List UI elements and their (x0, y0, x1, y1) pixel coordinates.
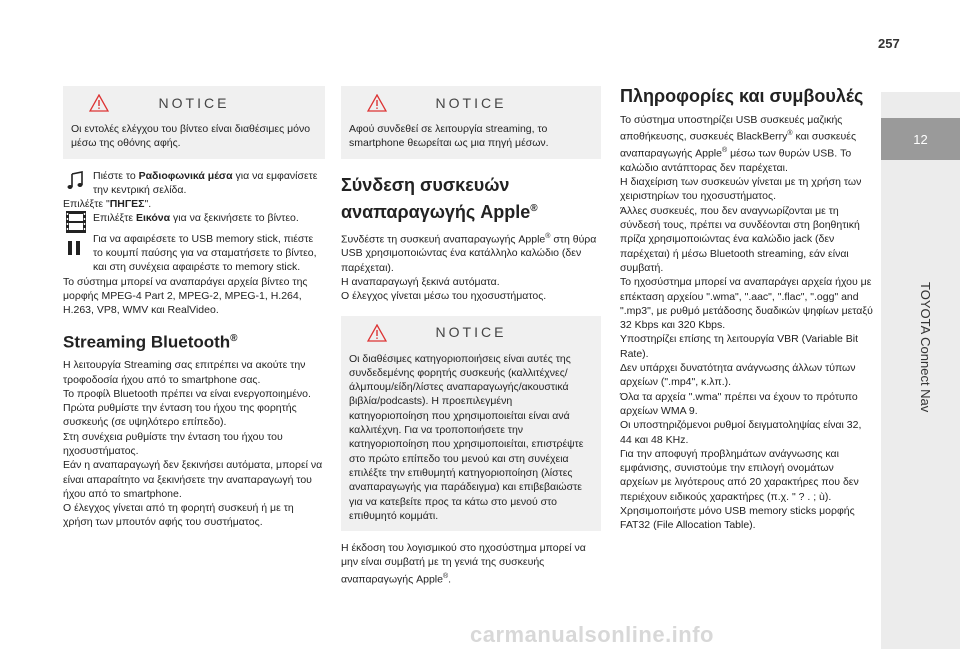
apple-para-3: Ο έλεγχος γίνεται μέσω του ηχοσυστήματος. (341, 290, 547, 303)
info-para-3: Άλλες συσκευές, που δεν αναγνωρίζονται με τη σύνδεσή τους, πρέπει να συνδέονται στη βοηθητική πρίζα χρησιμοποιώντας ένα καλώδιο jack (δεν παρέχεται) ή μέσω Bluetooth streaming, εάν είναι συμβατή. (620, 204, 860, 274)
pause-icon (67, 240, 81, 256)
music-paragraph: Πιέστε το Ραδιοφωνικά μέσα για να εμφανίσετε την κεντρική σελίδα. (63, 169, 325, 198)
notice-title: NOTICE (435, 94, 507, 111)
info-para-4: Το ηχοσύστημα μπορεί να αναπαράγει αρχεία ήχου με επέκταση αρχείου ".wma", ".aac", ".flac", ".ogg" and ".mp3", με ρυθμό μετάδοσης δυαδικών ψηφίων μεταξύ 32 Kbps και 320 Kbps. (620, 276, 873, 332)
apple-para-2: Η αναπαραγωγή ξεκινά αυτόματα. (341, 275, 500, 288)
notice-box (341, 86, 601, 159)
info-para-1: Το σύστημα υποστηρίζει USB συσκευές μαζικής αποθήκευσης, συσκευές BlackBerry® και συσκευές αναπαραγωγής Apple® μέσω των θυρών USB. Το καλώδιο αντάπτορας δεν παρέχεται. (620, 114, 857, 174)
chapter-number: 12 (881, 118, 960, 160)
section-heading-apple: Σύνδεση συσκευών αναπαραγωγής Apple® (341, 174, 538, 222)
bt-para-5: Εάν η αναπαραγωγή δεν ξεκινήσει αυτόματα, μπορεί να είναι απαραίτητο να ξεκινήσετε την αναπαραγωγή του ήχου από το smartphone. (63, 459, 323, 500)
notice-text: Αφού συνδεθεί σε λειτουργία streaming, το smartphone θεωρείται ως μια πηγή μέσων. (349, 123, 549, 150)
notice-box (63, 86, 325, 159)
bt-para-1: Η λειτουργία Streaming σας επιτρέπει να ακούτε την τροφοδοσία ήχου από το smartphone σας. (63, 359, 306, 386)
info-para-10: Χρησιμοποιήστε μόνο USB memory sticks μορφής FAT32 (File Allocation Table). (620, 505, 855, 532)
column-1 (63, 86, 325, 530)
notice-text: Οι διαθέσιμες κατηγοριοποιήσεις είναι αυτές της συνδεδεμένης φορητής συσκευής (καλλιτέχνες/ άλμπουμ/είδη/λίστες αναπαραγωγής/ακουστικά βιβλία/podcasts). Η προεπιλεγμένη κατηγοριοποίηση που χρησιμοποιείται είναι ανά καλλιτέχνη. Για να τροποποιήσετε την κατηγοριοποίηση που χρησιμοποιείται, επιστρέψτε στο πρώτο επίπεδο του μενού και στη συνέχεια επιλέξτε την επιθυμητή κατηγοριοποίηση (λίστες αναπαραγωγής για παράδειγμα) και επιβεβαιώστε για να κατεβείτε προς τα κάτω στο μενού στο επιθυμητό κομμάτι. (349, 352, 584, 522)
section-heading-streaming: Streaming Bluetooth® (63, 332, 238, 352)
warning-triangle-icon (89, 94, 109, 112)
bt-para-4: Στη συνέχεια ρυθμίστε την ένταση του ήχου του ηχοσυστήματος. (63, 430, 283, 457)
info-para-8: Οι υποστηριζόμενοι ρυθμοί δειγματοληψίας είναι 32, 44 και 48 KHz. (620, 419, 862, 446)
notice-text: Οι εντολές ελέγχου του βίντεο είναι διαθέσιμες μόνο μέσω της οθόνης αφής. (71, 123, 311, 150)
apple-para-1: Συνδέστε τη συσκευή αναπαραγωγής Apple® στη θύρα USB χρησιμοποιώντας ένα κατάλληλο καλώδιο (δεν παρέχεται). (341, 232, 597, 274)
notice-title: NOTICE (435, 324, 507, 341)
warning-triangle-icon (367, 94, 387, 112)
info-para-7: Όλα τα αρχεία ".wma" πρέπει να έχουν το πρότυπο αρχείων WMA 9. (620, 390, 858, 417)
page-number: 257 (878, 36, 900, 51)
column-2 (341, 86, 601, 587)
video-formats: Το σύστημα μπορεί να αναπαράγει αρχεία βίντεο της μορφής MPEG-4 Part 2, MPEG-2, MPEG-1, H.264, H.263, VP8, WMV και RealVideo. (63, 275, 308, 317)
info-para-2: Η διαχείριση των συσκευών γίνεται με τη χρήση των χειριστηρίων του ηχοσυστήματος. (620, 176, 862, 203)
info-para-9: Για την αποφυγή προβλημάτων ανάγνωσης και εμφάνισης, συνιστούμε την επιλογή ονομάτων αρχείων με λιγότερους από 20 χαρακτήρες που δεν περιέχουν ειδικούς χαρακτήρες (π.χ. " ? . ; ù). (620, 447, 859, 503)
select-sources: Επιλέξτε "ΠΗΓΕΣ". (63, 198, 152, 211)
video-paragraph: Επιλέξτε Εικόνα για να ξεκινήσετε το βίντεο. (63, 211, 325, 225)
section-heading-info: Πληροφορίες και συμβουλές (620, 86, 864, 106)
info-para-6: Δεν υπάρχει δυνατότητα ανάγνωσης άλλων τύπων αρχείων (".mp4", κ.λπ.). (620, 362, 856, 389)
warning-triangle-icon (367, 324, 387, 342)
version-para: Η έκδοση του λογισμικού στο ηχοσύστημα μπορεί να μην είναι συμβατή με τη γενιά της συσκευής αναπαραγωγής Apple®. (341, 542, 586, 586)
notice-box (341, 316, 601, 532)
music-note-icon (65, 171, 85, 191)
pause-paragraph: Για να αφαιρέσετε το USB memory stick, πιέστε το κουμπί παύσης για να σταματήσετε το βίντεο, και στη συνέχεια αφαιρέστε το memory stick. (63, 232, 325, 275)
bt-para-2: Το προφίλ Bluetooth πρέπει να είναι ενεργοποιημένο. (63, 387, 311, 400)
watermark: carmanualsonline.info (470, 622, 714, 647)
column-3 (620, 86, 874, 533)
bt-para-3: Πρώτα ρυθμίστε την ένταση του ήχου της φορητής συσκευής (σε υψηλότερο επίπεδο). (63, 402, 297, 429)
chapter-title: TOYOTA Connect Nav (918, 282, 933, 413)
chapter-sidebar (881, 92, 960, 649)
bt-para-6: Ο έλεγχος γίνεται από τη φορητή συσκευή ή με τη χρήση των μπουτόν αφής του συστήματος. (63, 502, 294, 529)
notice-title: NOTICE (158, 94, 230, 111)
info-para-5: Υποστηρίζει επίσης τη λειτουργία VBR (Variable Bit Rate). (620, 333, 859, 360)
